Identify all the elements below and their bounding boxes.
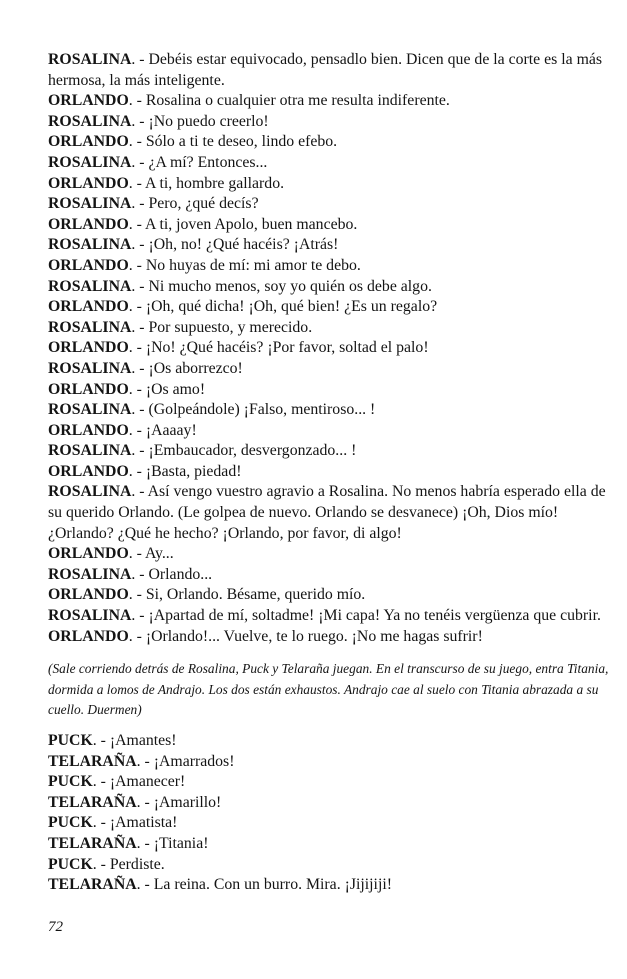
dialogue-text: . - A ti, joven Apolo, buen mancebo. xyxy=(128,215,358,233)
dialogue-line xyxy=(48,793,614,814)
dialogue-line xyxy=(48,174,614,195)
dialogue-text: . - ¡Amantes! xyxy=(92,732,177,749)
speaker-name: ORLANDO xyxy=(48,298,129,316)
dialogue-text: . - Ni mucho menos, soy yo quién os debe algo. xyxy=(131,277,432,295)
speaker-name: ROSALINA xyxy=(48,442,132,460)
dialogue-text: . - ¡Embaucador, desvergonzado... ! xyxy=(131,442,357,460)
dialogue-text: . - ¡Oh, qué dicha! ¡Oh, qué bien! ¿Es un regalo? xyxy=(128,298,438,316)
dialogue-line xyxy=(48,772,614,793)
dialogue-line xyxy=(48,627,614,648)
speaker-name: ROSALINA xyxy=(48,318,132,336)
speaker-name: ROSALINA xyxy=(48,359,132,377)
dialogue-line xyxy=(48,813,614,834)
speaker-name: ROSALINA xyxy=(48,51,132,68)
speaker-name: ROSALINA xyxy=(48,483,132,501)
dialogue-line xyxy=(48,482,614,544)
dialogue-line xyxy=(48,256,614,277)
dialogue-line xyxy=(48,875,614,896)
speaker-name: ROSALINA xyxy=(48,195,132,213)
speaker-name: ROSALINA xyxy=(48,236,132,254)
dialogue-text: . - ¿A mí? Entonces... xyxy=(131,153,268,171)
speaker-name: ORLANDO xyxy=(48,133,129,151)
speaker-name: ROSALINA xyxy=(48,277,132,295)
dialogue-line xyxy=(48,731,614,752)
speaker-name: TELARAÑA xyxy=(48,793,137,811)
dialogue-line xyxy=(48,441,614,462)
dialogue-text: . - ¡Amarillo! xyxy=(136,793,222,811)
speaker-name: ROSALINA xyxy=(48,401,132,419)
speaker-name: ORLANDO xyxy=(48,421,129,439)
dialogue-line xyxy=(48,752,614,773)
speaker-name: ORLANDO xyxy=(48,256,129,274)
dialogue-text: . - Por supuesto, y merecido. xyxy=(131,318,313,336)
speaker-name: ORLANDO xyxy=(48,627,129,645)
speaker-name: ORLANDO xyxy=(48,215,129,233)
dialogue-text: . - ¡Basta, piedad! xyxy=(128,462,242,480)
dialogue-text: . - ¡Os amo! xyxy=(128,380,206,398)
dialogue-text: . - ¡No! ¿Qué hacéis? ¡Por favor, soltad el palo! xyxy=(128,339,429,357)
dialogue-text: . - Orlando... xyxy=(131,565,213,583)
dialogue-line xyxy=(48,855,614,876)
dialogue-text: . - ¡Amatista! xyxy=(92,814,178,832)
dialogue-section-a xyxy=(48,50,614,647)
dialogue-line xyxy=(48,91,614,112)
dialogue-text: . - ¡Titania! xyxy=(136,834,209,852)
speaker-name: PUCK xyxy=(48,773,93,791)
play-text xyxy=(48,50,614,896)
dialogue-text: . - No huyas de mí: mi amor te debo. xyxy=(128,256,361,274)
dialogue-line xyxy=(48,153,614,174)
dialogue-line xyxy=(48,318,614,339)
dialogue-text: . - Así vengo vuestro agravio a Rosalina. No menos habría esperado ella de su querido Orlando. (Le golpea de nuevo. Orlando se desvanece) ¡Oh, Dios mío! ¿Orlando? ¿Qué he hecho? ¡Orlando, por favor, di algo! xyxy=(48,483,606,542)
dialogue-text: . - ¡Os aborrezco! xyxy=(131,359,243,377)
dialogue-line xyxy=(48,380,614,401)
dialogue-line xyxy=(48,112,614,133)
dialogue-text: . - Pero, ¿qué decís? xyxy=(131,195,259,213)
dialogue-line xyxy=(48,297,614,318)
dialogue-line xyxy=(48,400,614,421)
page-number: 72 xyxy=(48,919,63,935)
stage-direction: (Sale corriendo detrás de Rosalina, Puck y Telaraña juegan. En el transcurso de su juego, entra Titania, dormida a lomos de Andrajo. Los dos están exhaustos. Andrajo cae al suelo con Titania abrazada a su cuello. Duermen) xyxy=(48,661,609,718)
dialogue-line xyxy=(48,50,614,91)
speaker-name: ORLANDO xyxy=(48,339,129,357)
dialogue-text: . - La reina. Con un burro. Mira. ¡Jijijiji! xyxy=(136,876,392,894)
dialogue-text: . - (Golpeándole) ¡Falso, mentiroso... ! xyxy=(131,401,376,419)
dialogue-line xyxy=(48,132,614,153)
speaker-name: ROSALINA xyxy=(48,153,132,171)
dialogue-text: . - ¡Oh, no! ¿Qué hacéis? ¡Atrás! xyxy=(131,236,339,254)
speaker-name: ORLANDO xyxy=(48,545,129,563)
dialogue-line xyxy=(48,194,614,215)
dialogue-text: . - ¡No puedo creerlo! xyxy=(131,112,269,130)
speaker-name: ORLANDO xyxy=(48,92,129,110)
dialogue-line xyxy=(48,544,614,565)
dialogue-text: . - Si, Orlando. Bésame, querido mío. xyxy=(128,586,366,604)
dialogue-text: . - Perdiste. xyxy=(92,855,165,873)
dialogue-line xyxy=(48,277,614,298)
dialogue-text: . - ¡Apartad de mí, soltadme! ¡Mi capa! Ya no tenéis vergüenza que cubrir. xyxy=(131,607,601,625)
dialogue-text: . - Debéis estar equivocado, pensadlo bien. Dicen que de la corte es la más hermosa, la más inteligente. xyxy=(48,51,603,89)
dialogue-line xyxy=(48,462,614,483)
speaker-name: PUCK xyxy=(48,732,93,749)
speaker-name: ORLANDO xyxy=(48,174,129,192)
speaker-name: ROSALINA xyxy=(48,607,132,625)
speaker-name: TELARAÑA xyxy=(48,752,137,770)
dialogue-line xyxy=(48,338,614,359)
speaker-name: ROSALINA xyxy=(48,565,132,583)
speaker-name: ORLANDO xyxy=(48,380,129,398)
dialogue-text: . - ¡Amanecer! xyxy=(92,773,186,791)
dialogue-line xyxy=(48,235,614,256)
dialogue-text: . - A ti, hombre gallardo. xyxy=(128,174,285,192)
dialogue-line xyxy=(48,565,614,586)
speaker-name: ORLANDO xyxy=(48,586,129,604)
dialogue-text: . - ¡Amarrados! xyxy=(136,752,235,770)
dialogue-section-b xyxy=(48,731,614,896)
dialogue-line xyxy=(48,585,614,606)
dialogue-line xyxy=(48,215,614,236)
speaker-name: PUCK xyxy=(48,814,93,832)
speaker-name: PUCK xyxy=(48,855,93,873)
dialogue-line xyxy=(48,359,614,380)
dialogue-text: . - ¡Aaaay! xyxy=(128,421,197,439)
speaker-name: TELARAÑA xyxy=(48,876,137,894)
speaker-name: ORLANDO xyxy=(48,462,129,480)
speaker-name: TELARAÑA xyxy=(48,834,137,852)
speaker-name: ROSALINA xyxy=(48,112,132,130)
dialogue-line xyxy=(48,421,614,442)
dialogue-text: . - Ay... xyxy=(128,545,174,563)
dialogue-text: . - ¡Orlando!... Vuelve, te lo ruego. ¡No me hagas sufrir! xyxy=(128,627,483,645)
dialogue-line xyxy=(48,834,614,855)
dialogue-line xyxy=(48,606,614,627)
dialogue-text: . - Rosalina o cualquier otra me resulta indiferente. xyxy=(128,92,450,110)
dialogue-text: . - Sólo a ti te deseo, lindo efebo. xyxy=(128,133,338,151)
